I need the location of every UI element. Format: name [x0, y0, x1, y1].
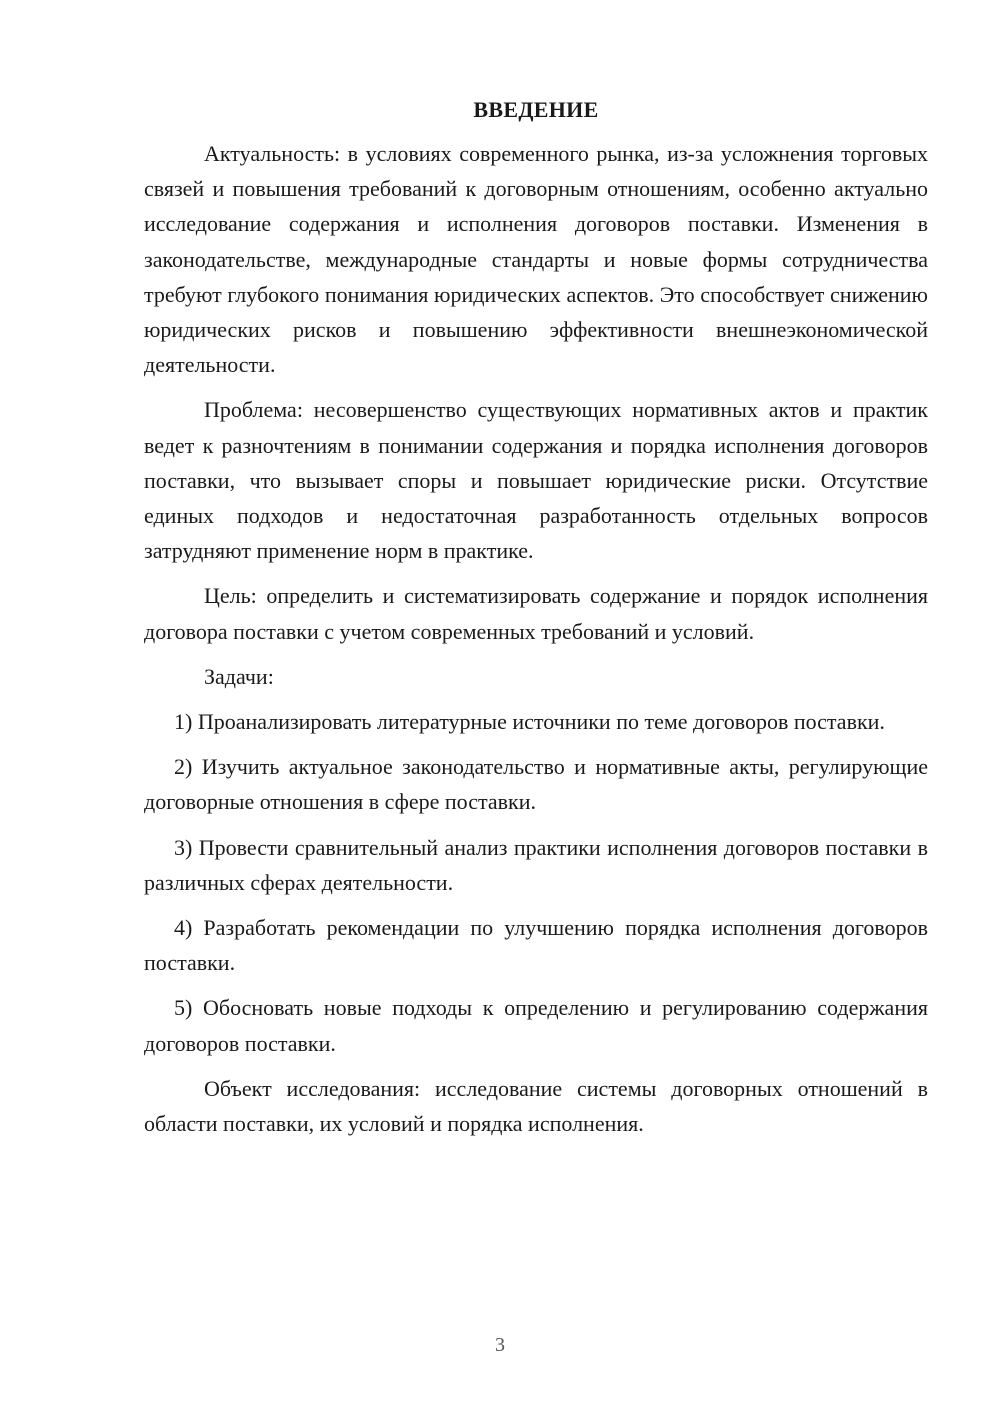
- paragraph-problem: Проблема: несовершенство существующих нормативных актов и практик ведет к разночтениям в понимании содержания и порядка исполнения договоров поставки, что вызывает споры и повышает юридические риски. Отсутствие единых подходов и недостаточная разработанность отдельных вопросов затрудняют применение норм в практике.: [144, 397, 928, 564]
- paragraph-relevance: Актуальность: в условиях современного рынка, из-за усложнения торговых связей и повышения требований к договорным отношениям, особенно актуально исследование содержания и исполнения договоров поставки. Изменения в законодательстве, международные стандарты и новые формы сотрудничества требуют глубокого понимания юридических аспектов. Это способствует снижению юридических рисков и повышению эффективности внешнеэкономической деятельности.: [144, 141, 928, 378]
- tasks-heading: Задачи:: [204, 663, 274, 689]
- paragraph-object: Объект исследования: исследование системы договорных отношений в области поставки, их условий и порядка исполнения.: [144, 1075, 928, 1137]
- task-item-3: 3) Провести сравнительный анализ практики исполнения договоров поставки в различных сферах деятельности.: [144, 834, 928, 895]
- document-page: [144, 92, 928, 1151]
- document-title: ВВЕДЕНИЕ: [473, 97, 599, 122]
- task-item-2: 2) Изучить актуальное законодательство и нормативные акты, регулирующие договорные отношения в сфере поставки.: [144, 754, 928, 815]
- task-item-1: 1) Проанализировать литературные источники по теме договоров поставки.: [174, 709, 885, 735]
- task-item-4: 4) Разработать рекомендации по улучшению порядка исполнения договоров поставки.: [144, 915, 928, 976]
- page-number: 3: [495, 1334, 505, 1356]
- paragraph-goal: Цель: определить и систематизировать содержание и порядок исполнения договора поставки с учетом современных требований и условий.: [144, 583, 928, 644]
- task-item-5: 5) Обосновать новые подходы к определению и регулированию содержания договоров поставки.: [144, 995, 928, 1056]
